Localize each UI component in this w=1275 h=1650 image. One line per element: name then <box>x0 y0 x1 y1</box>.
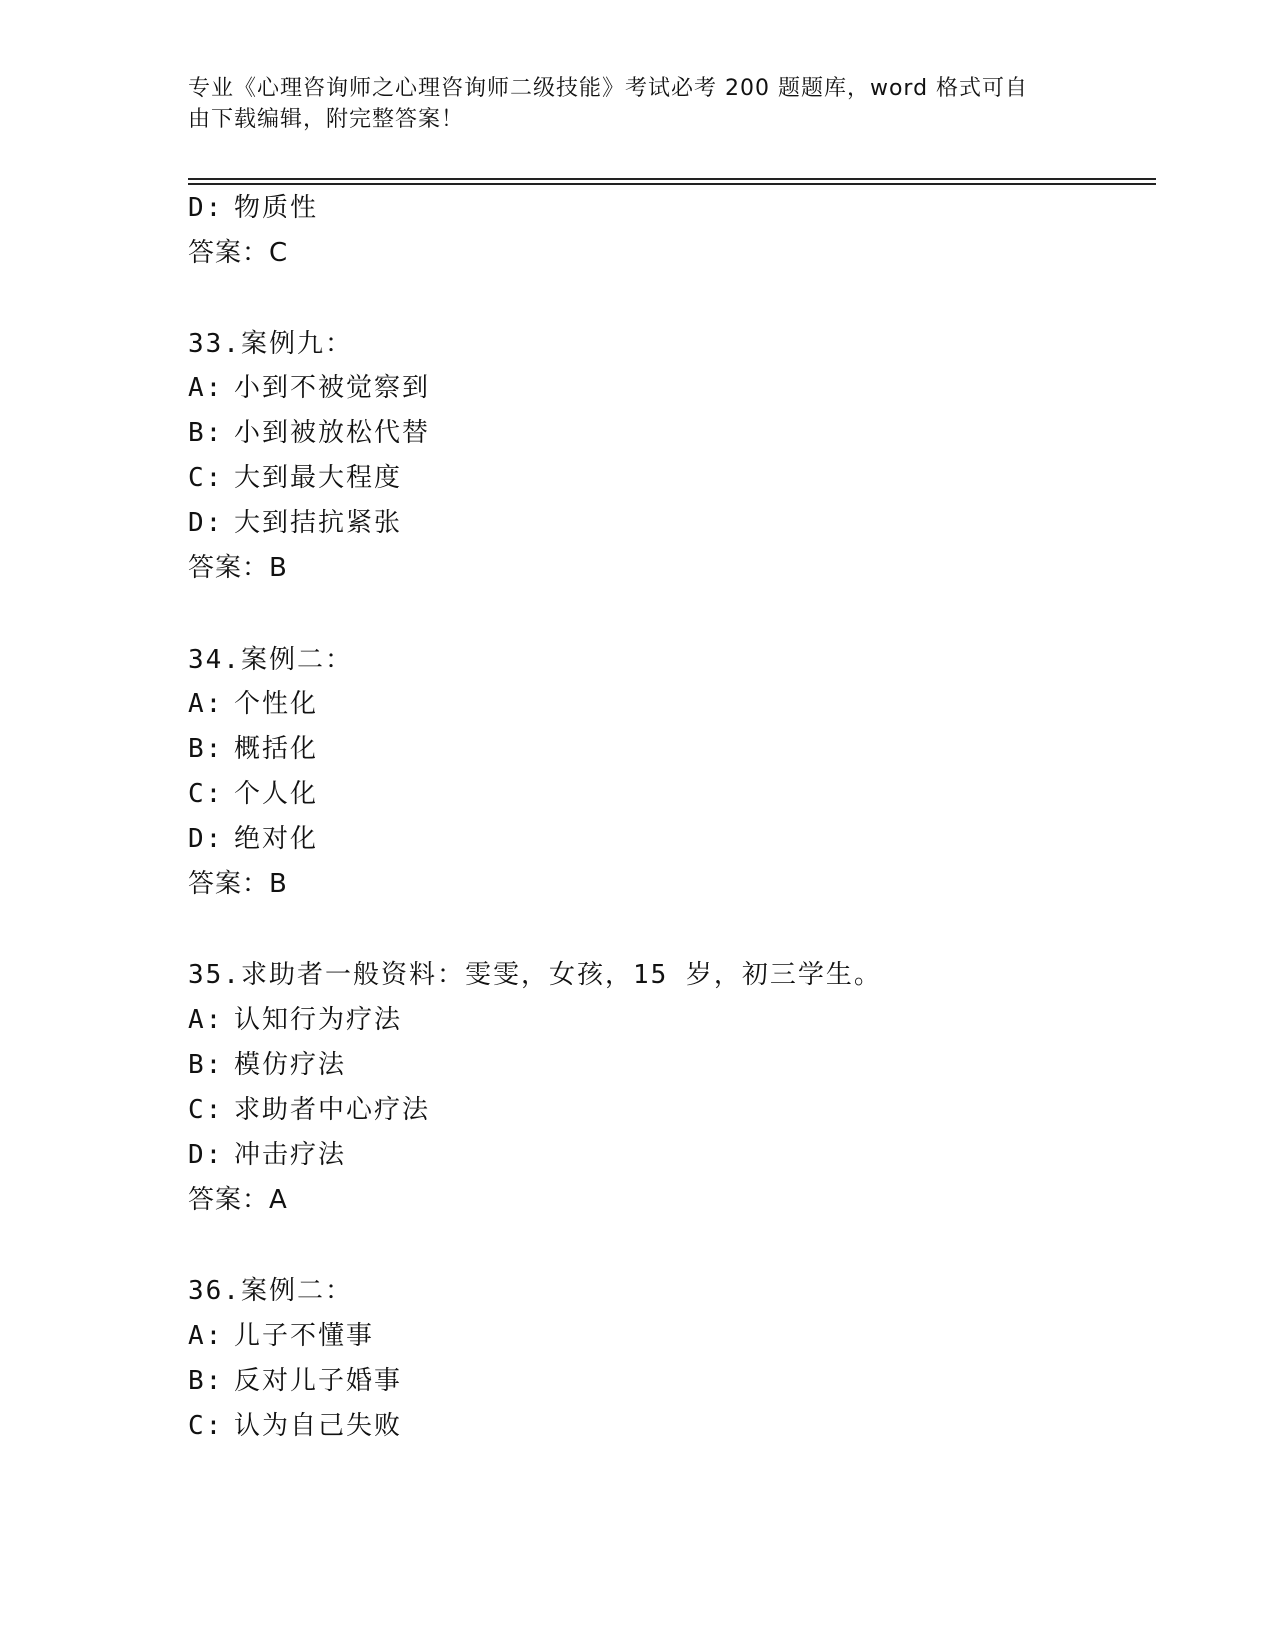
option-c <box>188 777 318 811</box>
option-c <box>188 1409 402 1443</box>
question-stem: 36.案例二： <box>188 1276 353 1306</box>
option-text: 个性化 <box>234 689 319 719</box>
option-text: 大到拮抗紧张 <box>234 508 403 538</box>
option-text: 小到不被觉察到 <box>234 373 431 403</box>
option-text: 求助者中心疗法 <box>234 1095 431 1125</box>
option-letter: C: <box>188 779 224 809</box>
option-c <box>188 461 402 495</box>
option-b <box>188 416 430 450</box>
option-text: 儿子不懂事 <box>234 1321 375 1351</box>
option-text: 绝对化 <box>234 824 319 854</box>
question-stem: 34.案例二： <box>188 645 353 675</box>
answer-line: 答案：B <box>188 869 288 899</box>
option-letter: D: <box>188 1140 224 1170</box>
option-b <box>188 1048 346 1082</box>
option-letter: B: <box>188 418 224 448</box>
option-d <box>188 1138 346 1172</box>
option-text: 反对儿子婚事 <box>234 1366 403 1396</box>
header-divider-top <box>188 178 1156 180</box>
answer-line: 答案：A <box>188 1185 288 1215</box>
option-text: 物质性 <box>234 193 319 223</box>
option-a <box>188 687 318 721</box>
option-letter: D: <box>188 824 224 854</box>
option-a <box>188 1319 374 1353</box>
option-text: 个人化 <box>234 779 319 809</box>
option-b <box>188 732 318 766</box>
option-b <box>188 1364 402 1398</box>
option-letter: D: <box>188 193 224 223</box>
option-letter: B: <box>188 1366 224 1396</box>
option-d <box>188 506 402 540</box>
option-a <box>188 1003 402 1037</box>
option-letter: D: <box>188 508 224 538</box>
option-letter: A: <box>188 1005 224 1035</box>
option-text: 小到被放松代替 <box>234 418 431 448</box>
header-divider-bottom <box>188 183 1156 185</box>
option-letter: C: <box>188 1095 224 1125</box>
option-text: 认为自己失败 <box>234 1411 403 1441</box>
header-line-2: 由下载编辑，附完整答案！ <box>188 107 465 132</box>
document-header <box>188 73 1068 135</box>
option-d <box>188 822 318 856</box>
option-text: 概括化 <box>234 734 319 764</box>
option-letter: A: <box>188 689 224 719</box>
option-letter: C: <box>188 463 224 493</box>
option-text: 模仿疗法 <box>234 1050 347 1080</box>
question-stem: 35.求助者一般资料：雯雯，女孩，15 岁，初三学生。 <box>188 960 882 990</box>
answer-line: 答案：B <box>188 553 288 583</box>
option-letter: A: <box>188 373 224 403</box>
option-letter: B: <box>188 1050 224 1080</box>
question-stem: 33.案例九： <box>188 329 353 359</box>
option-letter: B: <box>188 734 224 764</box>
option-letter: A: <box>188 1321 224 1351</box>
option-a <box>188 371 430 405</box>
option-c <box>188 1093 430 1127</box>
option-d <box>188 191 318 225</box>
option-text: 冲击疗法 <box>234 1140 347 1170</box>
header-line-1: 专业《心理咨询师之心理咨询师二级技能》考试必考 200 题题库，word 格式可自 <box>188 76 1029 101</box>
option-text: 认知行为疗法 <box>234 1005 403 1035</box>
answer-line: 答案：C <box>188 238 289 268</box>
option-text: 大到最大程度 <box>234 463 403 493</box>
option-letter: C: <box>188 1411 224 1441</box>
